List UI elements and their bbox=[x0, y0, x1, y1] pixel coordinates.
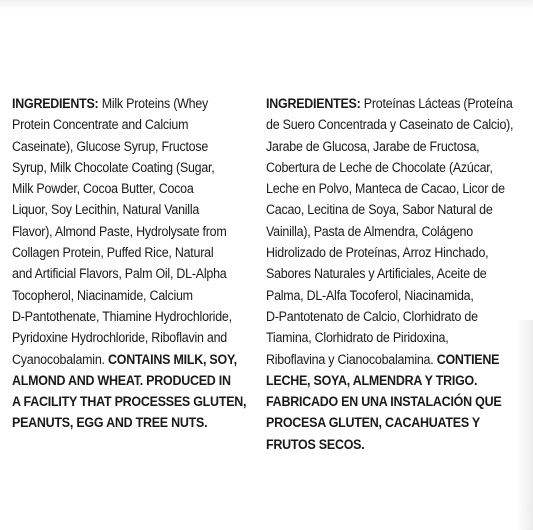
allergen-warning-line: LECHE, SOYA, ALMENDRA Y TRIGO. bbox=[266, 372, 478, 388]
ingredients-line: Vainilla), Pasta de Almendra, Colágeno bbox=[266, 223, 473, 239]
ingredients-spanish bbox=[266, 93, 519, 455]
ingredients-line: Flavor), Almond Paste, Hydrolysate from bbox=[12, 223, 227, 239]
ingredients-line: Liquor, Soy Lecithin, Natural Vanilla bbox=[12, 202, 200, 218]
ingredients-line: Caseinate), Glucose Syrup, Fructose bbox=[12, 138, 209, 154]
ingredients-line: Cobertura de Leche de Chocolate (Azúcar, bbox=[266, 159, 493, 175]
ingredients-line: Milk Powder, Cocoa Butter, Cocoa bbox=[12, 181, 194, 197]
ingredients-line: Pyridoxine Hydrochloride, Riboflavin and bbox=[12, 330, 227, 346]
ingredients-line: D-Pantotenato de Calcio, Clorhidrato de bbox=[266, 308, 478, 324]
allergen-warning-line: ALMOND AND WHEAT. PRODUCED IN bbox=[12, 372, 231, 388]
ingredients-line: D-Pantothenate, Thiamine Hydrochloride, bbox=[12, 308, 232, 324]
allergen-warning: CONTAINS MILK, SOY, bbox=[107, 351, 237, 367]
ingredients-line: Tiamina, Clorhidrato de Piridoxina, bbox=[266, 330, 449, 346]
ingredients-line: Hidrolizado de Proteínas, Arroz Hinchado, bbox=[266, 245, 489, 261]
allergen-warning-line: PROCESA GLUTEN, CACAHUATES Y bbox=[266, 415, 480, 431]
allergen-warning: CONTIENE bbox=[436, 351, 500, 367]
ingredients-line: Protein Concentrate and Calcium bbox=[12, 117, 189, 133]
ingredients-heading: INGREDIENTES: bbox=[266, 96, 361, 111]
ingredients-line: Cacao, Lecitina de Soya, Sabor Natural de bbox=[266, 202, 493, 218]
allergen-warning-line: FRUTOS SECOS. bbox=[266, 436, 365, 452]
allergen-warning-line: A FACILITY THAT PROCESSES GLUTEN, bbox=[12, 394, 247, 410]
ingredients-line: Palma, DL-Alfa Tocoferol, Niacinamida, bbox=[266, 287, 474, 303]
ingredients-line: Sabores Naturales y Artificiales, Aceite de bbox=[266, 266, 487, 282]
ingredients-english bbox=[12, 93, 248, 434]
top-edge-shadow bbox=[0, 0, 533, 10]
ingredients-heading: INGREDIENTS: bbox=[12, 96, 99, 111]
ingredients-line: Collagen Protein, Puffed Rice, Natural bbox=[12, 245, 214, 261]
ingredients-line: INGREDIENTES: Proteínas Lácteas (Proteína bbox=[266, 96, 513, 111]
ingredients-line: INGREDIENTS: Milk Proteins (Whey bbox=[12, 96, 209, 111]
ingredients-line: Tocopherol, Niacinamide, Calcium bbox=[12, 287, 193, 303]
ingredients-line: Leche en Polvo, Manteca de Cacao, Licor de bbox=[266, 181, 505, 197]
ingredients-line: Cyanocobalamin. CONTAINS MILK, SOY, bbox=[12, 351, 237, 367]
right-edge-shadow bbox=[517, 320, 533, 530]
allergen-warning-line: FABRICADO EN UNA INSTALACIÓN QUE bbox=[266, 394, 502, 410]
ingredients-line: de Suero Concentrada y Caseinato de Calcio), bbox=[266, 117, 514, 133]
allergen-warning-line: PEANUTS, EGG AND TREE NUTS. bbox=[12, 415, 208, 431]
ingredients-line: Riboflavina y Cianocobalamina. CONTIENE bbox=[266, 351, 500, 367]
ingredients-line: and Artificial Flavors, Palm Oil, DL-Alpha bbox=[12, 266, 227, 282]
ingredients-line: Jarabe de Glucosa, Jarabe de Fructosa, bbox=[266, 138, 480, 154]
ingredients-line: Syrup, Milk Chocolate Coating (Sugar, bbox=[12, 159, 215, 175]
